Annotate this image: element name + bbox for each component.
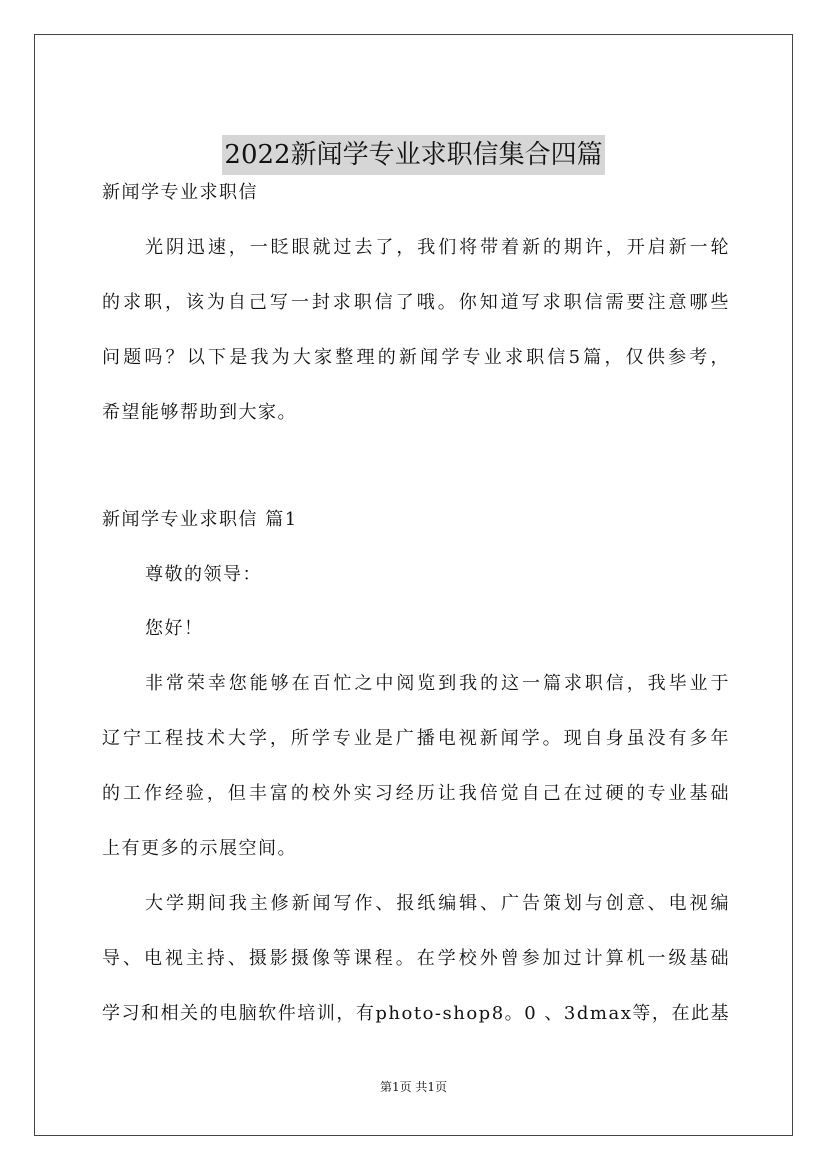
- paragraph-line: 导、电视主持、摄影摄像等课程。在学校外曾参加过计算机一级基础: [102, 948, 730, 969]
- paragraph-line: 非常荣幸您能够在百忙之中阅览到我的这一篇求职信，我毕业于: [145, 673, 730, 694]
- paragraph-line: 的求职，该为自己写一封求职信了哦。你知道写求职信需要注意哪些: [102, 292, 730, 313]
- paragraph-line: 光阴迅速，一眨眼就过去了，我们将带着新的期许，开启新一轮: [145, 237, 730, 258]
- section-heading: 新闻学专业求职信 篇1: [102, 509, 298, 530]
- paragraph-line: 上有更多的示展空间。: [102, 838, 297, 859]
- document-title: 2022新闻学专业求职信集合四篇: [222, 135, 604, 175]
- document-body: [35, 35, 792, 1135]
- page-footer: 第1页 共1页: [379, 1080, 448, 1094]
- greeting: 您好！: [145, 618, 204, 639]
- paragraph-line: 的工作经验，但丰富的校外实习经历让我倍觉自己在过硬的专业基础: [102, 783, 730, 804]
- paragraph-line: 学习和相关的电脑软件培训，有photo-shop8。0 、3dmax等，在此基: [102, 1003, 730, 1024]
- paragraph-line: 辽宁工程技术大学，所学专业是广播电视新闻学。现自身虽没有多年: [102, 728, 730, 749]
- paragraph-line: 问题吗？以下是我为大家整理的新闻学专业求职信5篇，仅供参考，: [102, 347, 730, 368]
- paragraph-line: 希望能够帮助到大家。: [102, 402, 297, 423]
- salutation: 尊敬的领导：: [145, 564, 262, 585]
- section-heading: 新闻学专业求职信: [102, 182, 258, 203]
- document-page: [34, 34, 793, 1136]
- paragraph-line: 大学期间我主修新闻写作、报纸编辑、广告策划与创意、电视编: [145, 893, 730, 914]
